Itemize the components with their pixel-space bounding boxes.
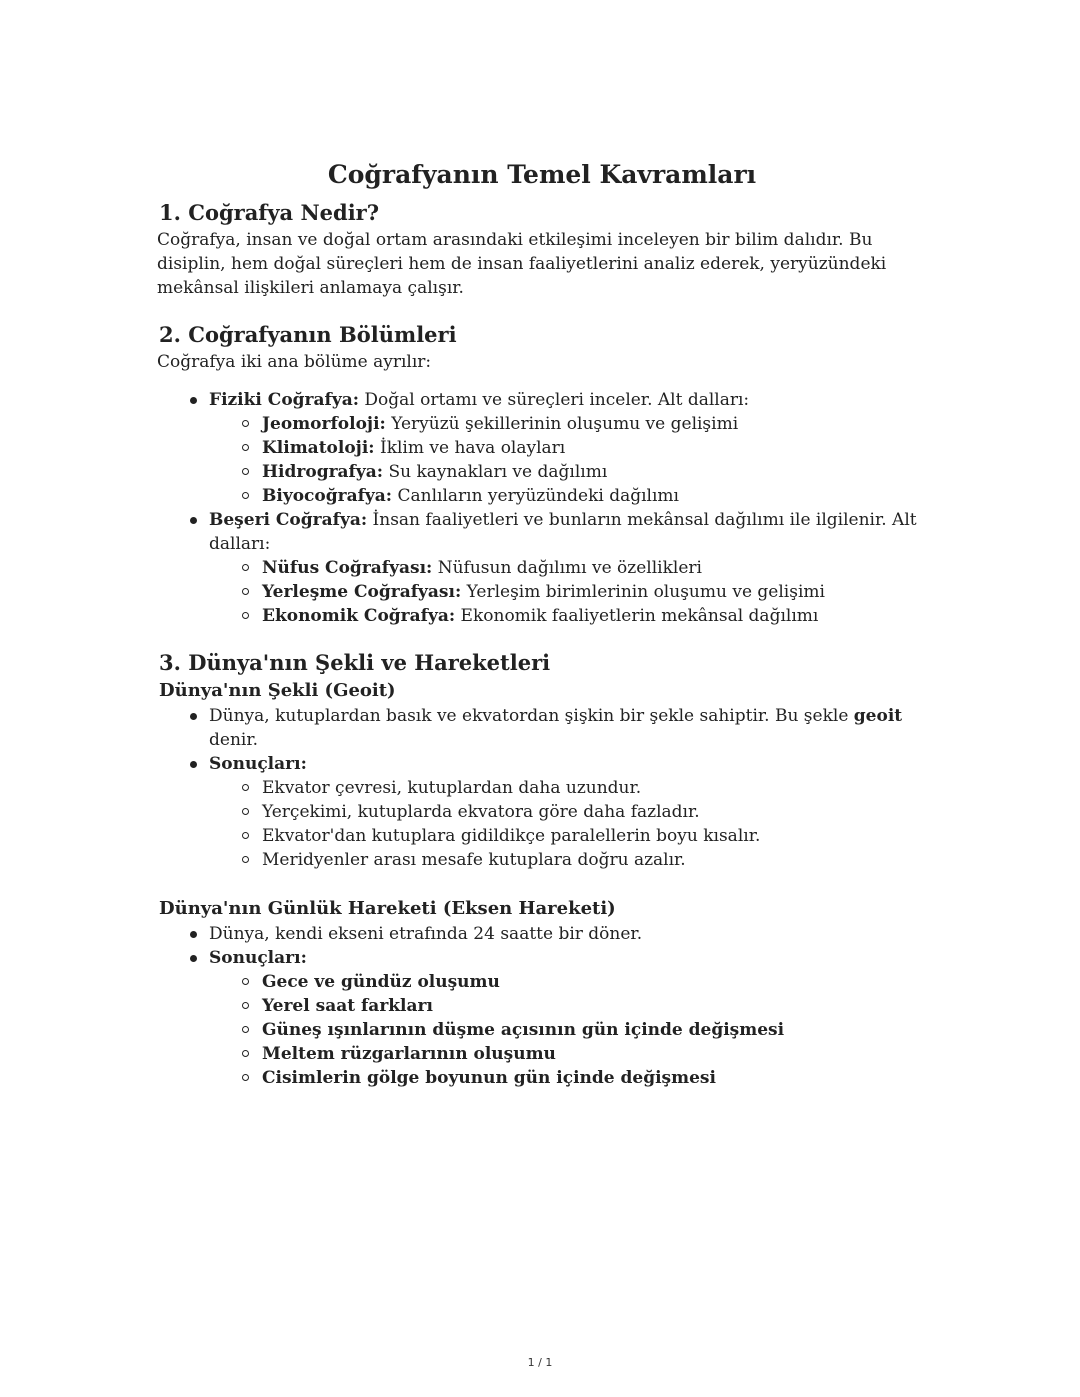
section-1-heading: 1. Coğrafya Nedir? — [159, 200, 380, 225]
sub-branch-desc: Yeryüzü şekillerinin oluşumu ve gelişimi — [385, 414, 739, 434]
list-item — [209, 388, 927, 508]
earth-shape-list — [157, 704, 927, 872]
daily-result-text: Cisimlerin gölge boyunun gün içinde değişmesi — [262, 1068, 716, 1088]
page-number: 1 / 1 — [527, 1356, 553, 1369]
geoit-term: geoit — [853, 706, 903, 726]
geoit-text-end: denir. — [209, 730, 258, 750]
daily-result-text: Güneş ışınlarının düşme açısının gün içinde değişmesi — [262, 1020, 785, 1040]
results-label: Sonuçları: — [209, 754, 307, 774]
list-item — [209, 704, 927, 752]
sub-branch-term: Hidrografya: — [262, 462, 384, 482]
list-item — [209, 946, 927, 1090]
daily-result-text: Gece ve gündüz oluşumu — [262, 972, 500, 992]
daily-motion-heading: Dünya'nın Günlük Hareketi (Eksen Hareketi) — [159, 898, 616, 919]
sub-branch-desc: Yerleşim birimlerinin oluşumu ve gelişimi — [461, 582, 825, 602]
branch-desc: İnsan faaliyetleri ve bunların mekânsal dağılımı ile ilgilenir. Alt dalları: — [209, 510, 917, 554]
list-item — [262, 970, 927, 994]
list-item — [262, 412, 927, 436]
sub-branch-desc: Ekonomik faaliyetlerin mekânsal dağılımı — [455, 606, 819, 626]
sub-branches-list — [209, 556, 927, 628]
daily-motion-list — [157, 922, 927, 1090]
daily-result-text: Meltem rüzgarlarının oluşumu — [262, 1044, 556, 1064]
document-content — [157, 158, 927, 1090]
list-item: Dünya, kendi ekseni etrafında 24 saatte bir döner. — [209, 922, 927, 946]
earth-shape-heading: Dünya'nın Şekli (Geoit) — [159, 680, 396, 701]
section-3-heading: 3. Dünya'nın Şekli ve Hareketleri — [159, 650, 551, 675]
shape-results-list — [209, 776, 927, 872]
sub-branch-desc: Su kaynakları ve dağılımı — [383, 462, 608, 482]
list-item — [209, 508, 927, 628]
list-item — [262, 580, 927, 604]
list-item: Meridyenler arası mesafe kutuplara doğru azalır. — [262, 848, 927, 872]
list-item: Ekvator çevresi, kutuplardan daha uzundur. — [262, 776, 927, 800]
document-title: Coğrafyanın Temel Kavramları — [327, 160, 757, 189]
daily-results-list — [209, 970, 927, 1090]
list-item — [262, 604, 927, 628]
branch-term: Beşeri Coğrafya: — [209, 510, 368, 530]
section-2-intro: Coğrafya iki ana bölüme ayrılır: — [157, 352, 432, 372]
list-item — [262, 484, 927, 508]
section-2-heading: 2. Coğrafyanın Bölümleri — [159, 322, 457, 347]
branch-term: Fiziki Coğrafya: — [209, 390, 360, 410]
list-item — [262, 556, 927, 580]
results-label: Sonuçları: — [209, 948, 307, 968]
daily-result-text: Yerel saat farkları — [262, 996, 433, 1016]
geoit-text: Dünya, kutuplardan basık ve ekvatordan şişkin bir şekle sahiptir. Bu şekle — [209, 706, 854, 726]
list-item — [262, 460, 927, 484]
list-item — [262, 436, 927, 460]
list-item — [262, 994, 927, 1018]
sub-branch-term: Biyocoğrafya: — [262, 486, 393, 506]
list-item — [262, 1042, 927, 1066]
sub-branch-desc: İklim ve hava olayları — [374, 438, 566, 458]
list-item — [209, 752, 927, 872]
sub-branch-term: Jeomorfoloji: — [262, 414, 386, 434]
sub-branch-term: Nüfus Coğrafyası: — [262, 558, 433, 578]
sub-branch-desc: Nüfusun dağılımı ve özellikleri — [432, 558, 702, 578]
list-item: Ekvator'dan kutuplara gidildikçe paralellerin boyu kısalır. — [262, 824, 927, 848]
sub-branch-term: Klimatoloji: — [262, 438, 375, 458]
list-item — [262, 1018, 927, 1042]
branch-desc: Doğal ortamı ve süreçleri inceler. Alt dalları: — [359, 390, 750, 410]
sub-branch-desc: Canlıların yeryüzündeki dağılımı — [392, 486, 679, 506]
section-1-paragraph: Coğrafya, insan ve doğal ortam arasındaki etkileşimi inceleyen bir bilim dalıdır. Bu disiplin, hem doğal süreçleri hem de insan faaliyetlerini analiz ederek, yeryüzündeki mekânsal ilişkileri anlamaya çalışır. — [157, 230, 887, 298]
list-item — [262, 1066, 927, 1090]
sub-branch-term: Ekonomik Coğrafya: — [262, 606, 456, 626]
list-item: Yerçekimi, kutuplarda ekvatora göre daha fazladır. — [262, 800, 927, 824]
sub-branch-term: Yerleşme Coğrafyası: — [262, 582, 462, 602]
branches-list — [157, 388, 927, 628]
sub-branches-list — [209, 412, 927, 508]
